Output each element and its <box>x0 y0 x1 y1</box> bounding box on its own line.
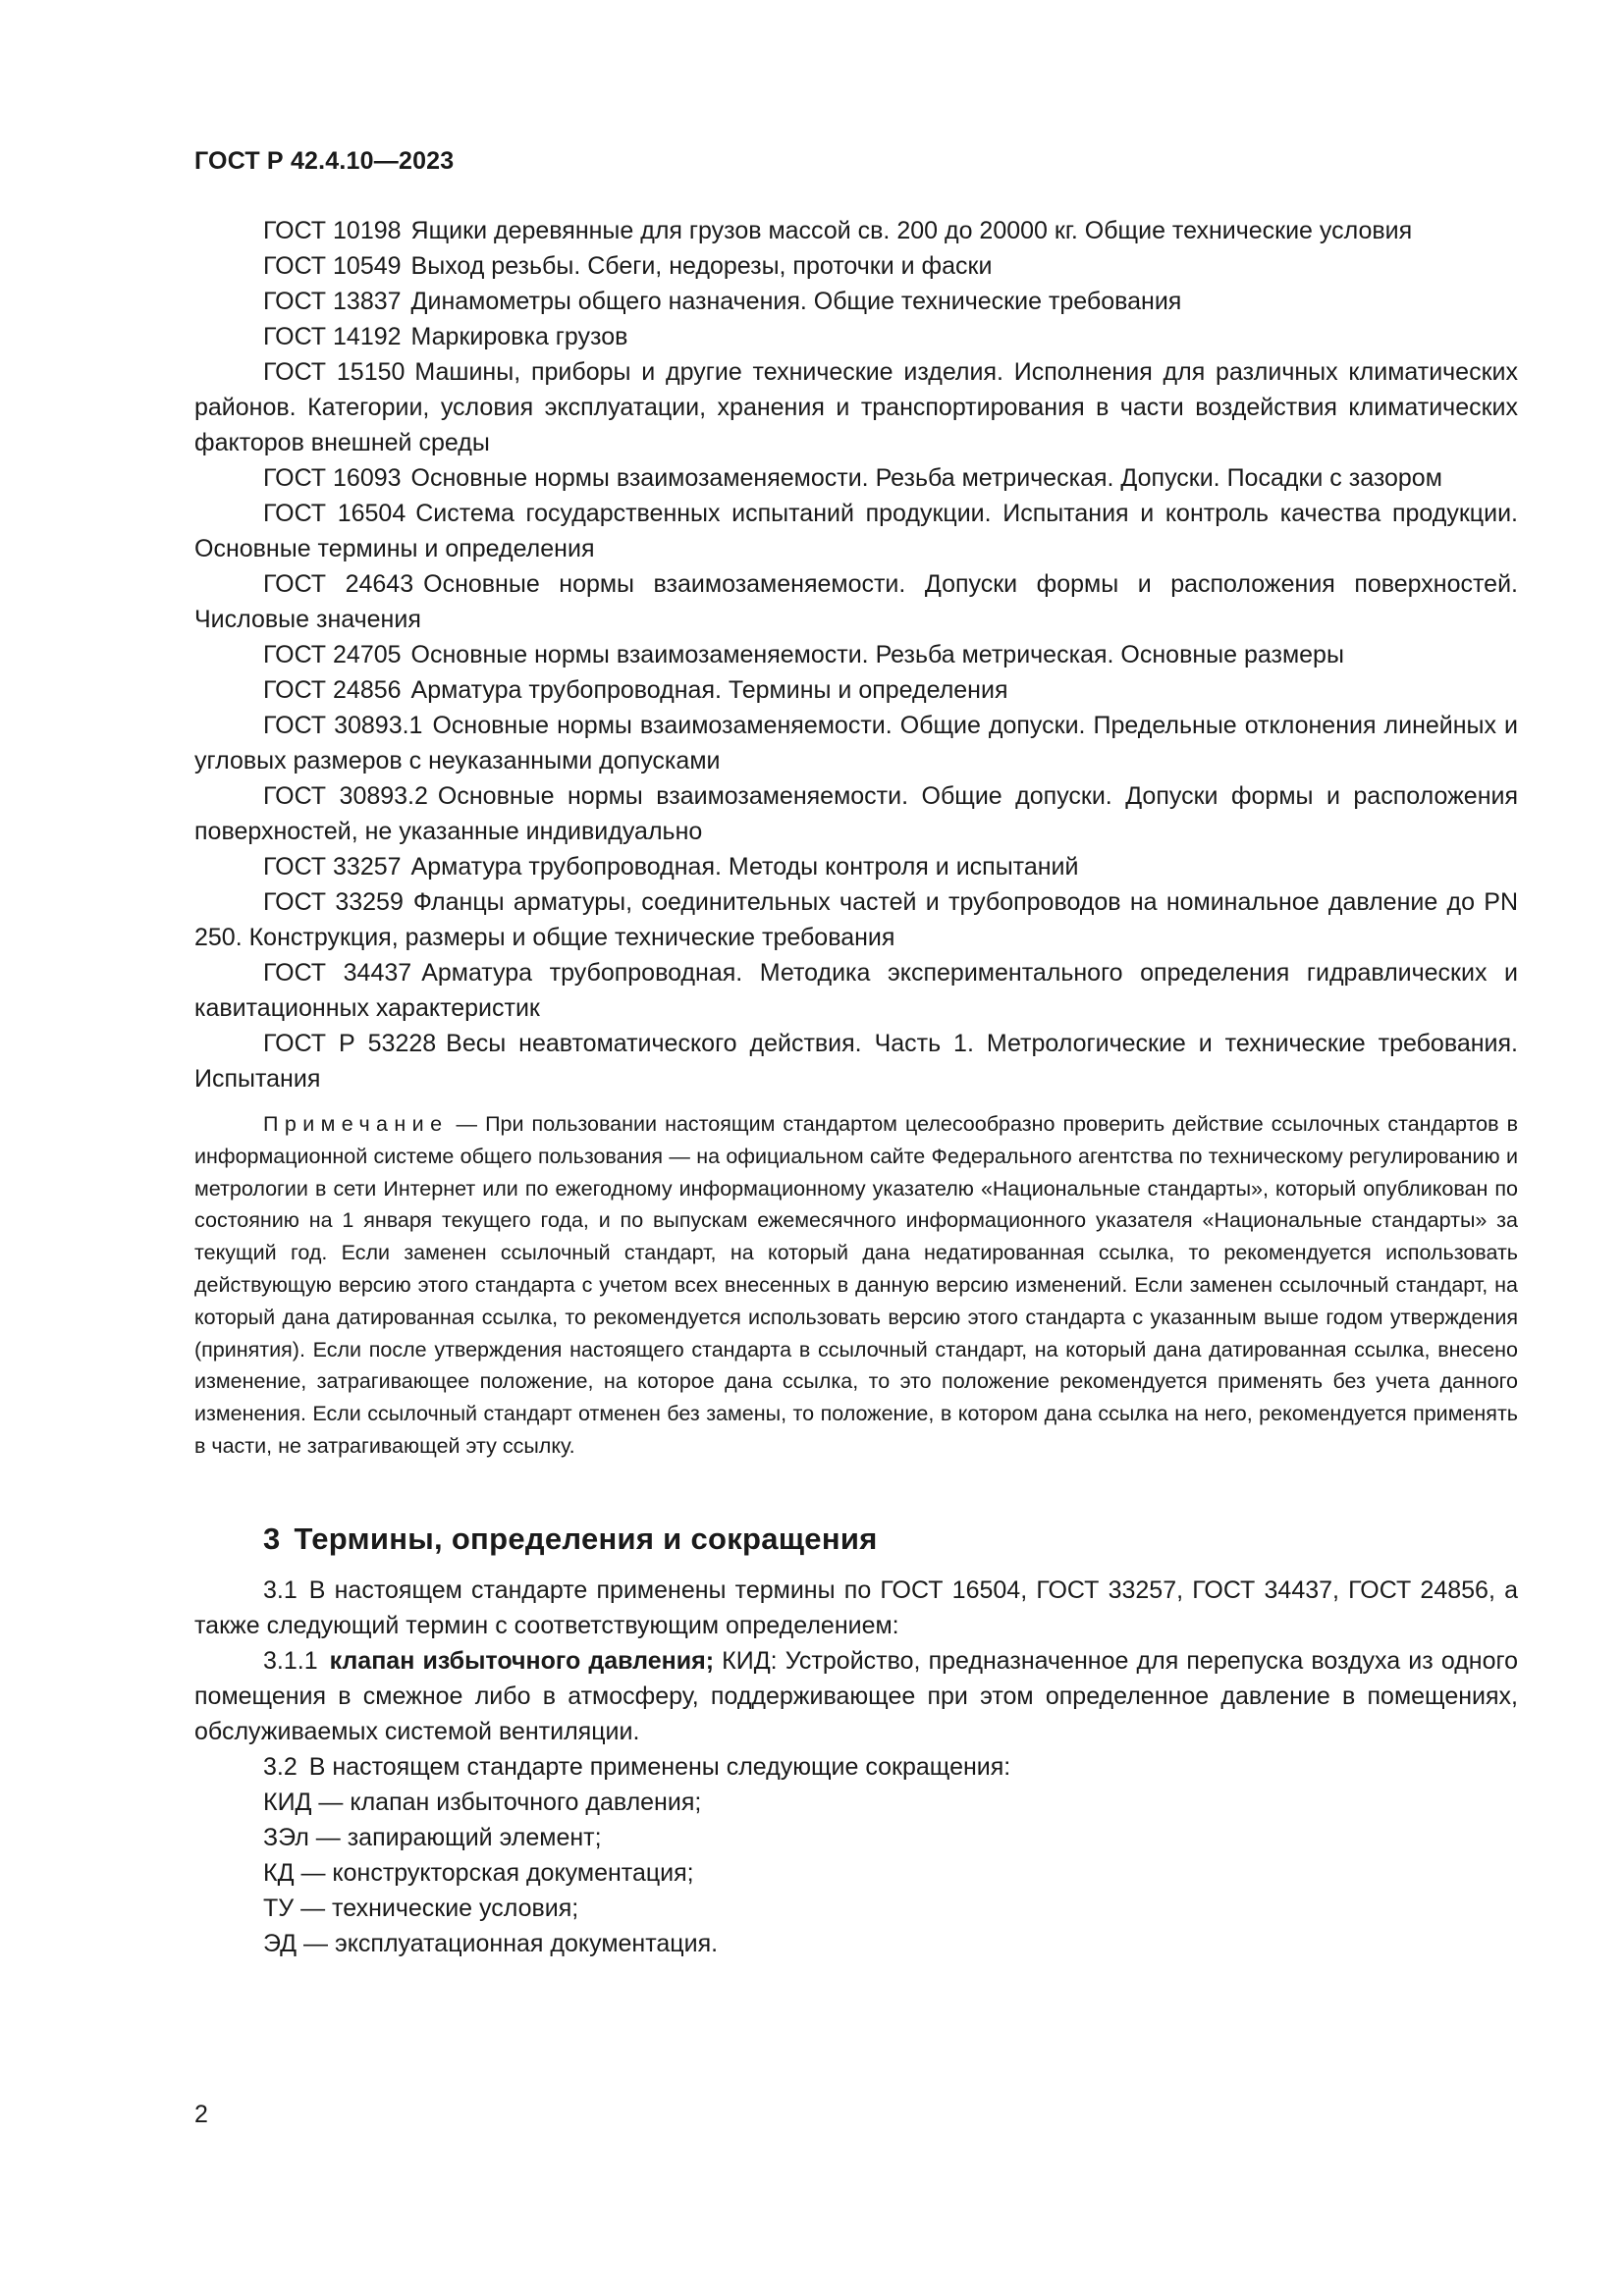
document-page <box>194 147 1518 1961</box>
reference-item: ГОСТ 24705 Основные нормы взаимозаменяемости. Резьба метрическая. Основные размеры <box>263 641 1344 668</box>
term: клапан избыточного давления; <box>329 1646 715 1675</box>
reference-item: ГОСТ 10549 Выход резьбы. Сбеги, недорезы, проточки и фаски <box>263 252 993 280</box>
reference-item: ГОСТ 34437 Арматура трубопроводная. Методика экспериментального определения гидравлических и кавитационных характеристик <box>194 959 1518 1022</box>
abbreviation-item: ТУ — технические условия; <box>263 1894 579 1922</box>
clause-3-1-1: 3.1.1 клапан избыточного давления; КИД: Устройство, предназначенное для перепуска воздуха из одного помещения в смежное либо в атмосферу, поддерживающее при этом определенное давление в помещениях, обслуживаемых системой вентиляции. <box>194 1646 1518 1745</box>
abbreviation-item: КИД — клапан избыточного давления; <box>263 1788 702 1816</box>
reference-item: ГОСТ 16093 Основные нормы взаимозаменяемости. Резьба метрическая. Допуски. Посадки с зазором <box>263 464 1442 492</box>
reference-item: ГОСТ 24856 Арматура трубопроводная. Термины и определения <box>263 676 1008 704</box>
reference-item: ГОСТ 30893.2 Основные нормы взаимозаменяемости. Общие допуски. Допуски формы и расположения поверхностей, не указанные индивидуально <box>194 782 1519 845</box>
clause-3-2: 3.2 В настоящем стандарте применены следующие сокращения: <box>263 1752 1011 1781</box>
reference-item: ГОСТ 15150 Машины, приборы и другие технические изделия. Исполнения для различных климатических районов. Категории, условия эксплуатации, хранения и транспортирования в части воздействия климатических факторов внешней среды <box>194 358 1518 456</box>
abbreviations-list <box>194 1785 1518 1961</box>
abbreviation-item: ЗЭл — запирающий элемент; <box>263 1823 602 1851</box>
document-code: ГОСТ Р 42.4.10—2023 <box>194 147 455 175</box>
reference-item: ГОСТ 33257 Арматура трубопроводная. Методы контроля и испытаний <box>263 853 1079 881</box>
note-label: Примечание <box>263 1112 449 1136</box>
note-text: — При пользовании настоящим стандартом целесообразно проверить действие ссылочных стандартов в информационной системе общего пользования — на официальном сайте Федерального агентства по техническому регулированию и метрологии в сети Интернет или по ежегодному информационному указателю «Национальные стандарты», который опубликован по состоянию на 1 января текущего года, и по выпускам ежемесячного информационного указателя «Национальные стандарты» за текущий год. Если заменен ссылочный стандарт, на который дана недатированная ссылка, то рекомендуется использовать действующую версию этого стандарта с учетом всех внесенных в данную версию изменений. Если заменен ссылочный стандарт, на который дана датированная ссылка, то рекомендуется использовать версию этого стандарта с указанным выше годом утверждения (принятия). Если после утверждения настоящего стандарта в ссылочный стандарт, на который дана датированная ссылка, внесено изменение, затрагивающее положение, на которое дана ссылка, то это положение рекомендуется применять без учета данного изменения. Если ссылочный стандарт отменен без замены, то положение, в котором дана ссылка на него, рекомендуется применять в части, не затрагивающей эту ссылку. <box>194 1112 1518 1458</box>
reference-item: ГОСТ 13837 Динамометры общего назначения. Общие технические требования <box>263 288 1182 315</box>
abbreviation-item: КД — конструкторская документация; <box>263 1858 694 1887</box>
page-number: 2 <box>194 2101 208 2128</box>
reference-item: ГОСТ 30893.1 Основные нормы взаимозаменяемости. Общие допуски. Предельные отклонения линейных и угловых размеров с неуказанными допусками <box>194 712 1519 774</box>
reference-item: ГОСТ 16504 Система государственных испытаний продукции. Испытания и контроль качества продукции. Основные термины и определения <box>194 500 1518 562</box>
normative-references-list <box>194 213 1518 1096</box>
abbreviation-item: ЭД — эксплуатационная документация. <box>263 1929 719 1957</box>
reference-item: ГОСТ 33259 Фланцы арматуры, соединительных частей и трубопроводов на номинальное давление до PN 250. Конструкция, размеры и общие технические требования <box>194 888 1519 951</box>
reference-item: ГОСТ 24643 Основные нормы взаимозаменяемости. Допуски формы и расположения поверхностей. Числовые значения <box>194 570 1518 633</box>
reference-item: ГОСТ 14192 Маркировка грузов <box>263 323 628 350</box>
reference-item: ГОСТ 10198 Ящики деревянные для грузов массой св. 200 до 20000 кг. Общие технические условия <box>263 217 1413 244</box>
section-heading: 3 Термины, определения и сокращения <box>263 1521 878 1556</box>
reference-item: ГОСТ Р 53228 Весы неавтоматического действия. Часть 1. Метрологические и технические требования. Испытания <box>194 1030 1518 1093</box>
note-paragraph <box>194 1108 1518 1463</box>
clause-3-1: 3.1 В настоящем стандарте применены термины по ГОСТ 16504, ГОСТ 33257, ГОСТ 34437, ГОСТ 24856, а также следующий термин с соответствующим определением: <box>194 1575 1518 1639</box>
